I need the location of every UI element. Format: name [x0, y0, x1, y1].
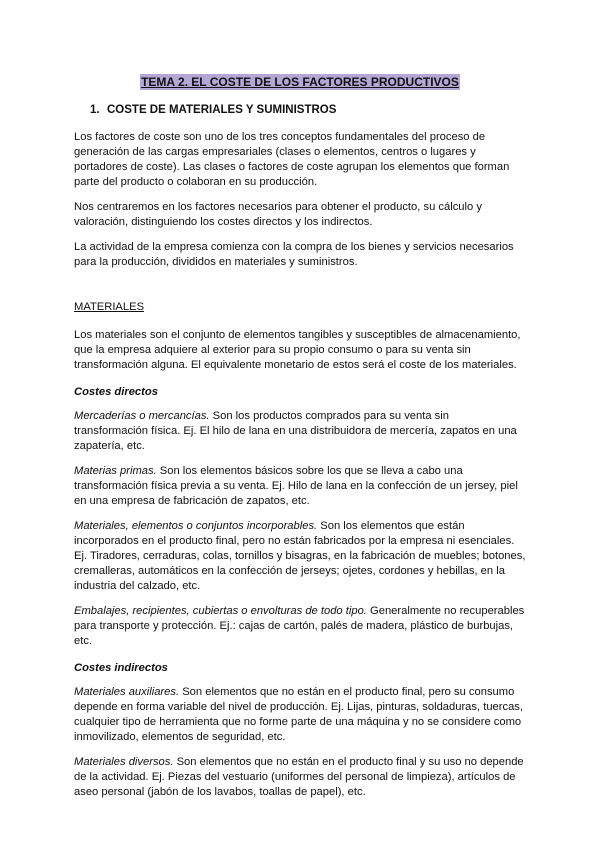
costes-indirectos-item	[74, 755, 526, 800]
document-body	[74, 130, 526, 810]
item-lead: Materias primas.	[74, 465, 157, 477]
item-lead: Mercaderías o mercancías.	[74, 410, 210, 422]
intro-paragraph: Nos centraremos en los factores necesarios para obtener el producto, su cálculo y valoración, distinguiendo los costes directos y los indirectos.	[74, 201, 482, 228]
section-title: COSTE DE MATERIALES Y SUMINISTROS	[107, 104, 337, 116]
item-text: Son elementos que no están en el producto final y su uso no depende de la actividad. Ej. Piezas del vestuario (uniformes del personal de limpieza), artículos de aseo personal (jabón de los lavabos, toallas de papel), etc.	[74, 756, 524, 798]
document-title: TEMA 2. EL COSTE DE LOS FACTORES PRODUCTIVOS	[141, 75, 459, 89]
title-wrap	[0, 74, 600, 91]
materiales-heading: MATERIALES	[74, 301, 145, 313]
item-lead: Materiales diversos.	[74, 756, 174, 768]
item-lead: Materiales auxiliares.	[74, 686, 180, 698]
item-text: Son los elementos que están incorporados en el producto final, pero no están fabricados por la empresa ni esenciales. Ej. Tiradores, cerraduras, colas, tornillos y bisagras, en la fabricación de muebles; botones, cremalleras, automáticos en la confección de jerseys; ojetes, cordones y hebillas, en la industria del calzado, etc.	[74, 520, 526, 592]
costes-directos-item	[74, 604, 526, 649]
materiales-description: Los materiales son el conjunto de elementos tangibles y susceptibles de almacenamiento, que la empresa adquiere al exterior para su propio consumo o para su venta sin transformación alguna. El equivalente monetario de estos será el coste de los materiales.	[74, 329, 521, 371]
item-lead: Materiales, elementos o conjuntos incorporables.	[74, 520, 318, 532]
intro-paragraph: Los factores de coste son uno de los tres conceptos fundamentales del proceso de generación de las cargas empresariales (clases o elementos, centros o lugares y portadores de coste). Las clases o factores de coste agrupan los elementos que forman parte del producto o colaboran en su producción.	[74, 131, 510, 188]
section-heading	[90, 103, 336, 118]
section-number: 1.	[90, 104, 100, 116]
item-text: Son los elementos básicos sobre los que se lleva a cabo una transformación física previa a su venta. Ej. Hilo de lana en la confección de un jersey, piel en una empresa de fabricación de zapatos, etc.	[74, 465, 518, 507]
costes-indirectos-heading: Costes indirectos	[74, 662, 168, 674]
costes-indirectos-item	[74, 685, 526, 745]
item-text: Son los productos comprados para su venta sin transformación física. Ej. El hilo de lana en una distribuidora de mercería, zapatos en una zapatería, etc.	[74, 410, 517, 452]
intro-paragraph: La actividad de la empresa comienza con la compra de los bienes y servicios necesarios para la producción, divididos en materiales y suministros.	[74, 241, 514, 268]
costes-directos-item	[74, 519, 526, 594]
item-text: Generalmente no recuperables para transporte y protección. Ej.: cajas de cartón, palés de madera, plástico de burbujas, etc.	[74, 605, 525, 647]
item-lead: Embalajes, recipientes, cubiertas o envolturas de todo tipo.	[74, 605, 367, 617]
item-text: Son elementos que no están en el producto final, pero su consumo depende en forma variable del nivel de producción. Ej. Lijas, pinturas, soldaduras, tuercas, cualquier tipo de herramienta que no forme parte de una máquina y no se considere como inmovilizado, elementos de seguridad, etc.	[74, 686, 524, 743]
costes-directos-item	[74, 464, 526, 509]
costes-directos-item	[74, 409, 526, 454]
costes-directos-heading: Costes directos	[74, 386, 158, 398]
